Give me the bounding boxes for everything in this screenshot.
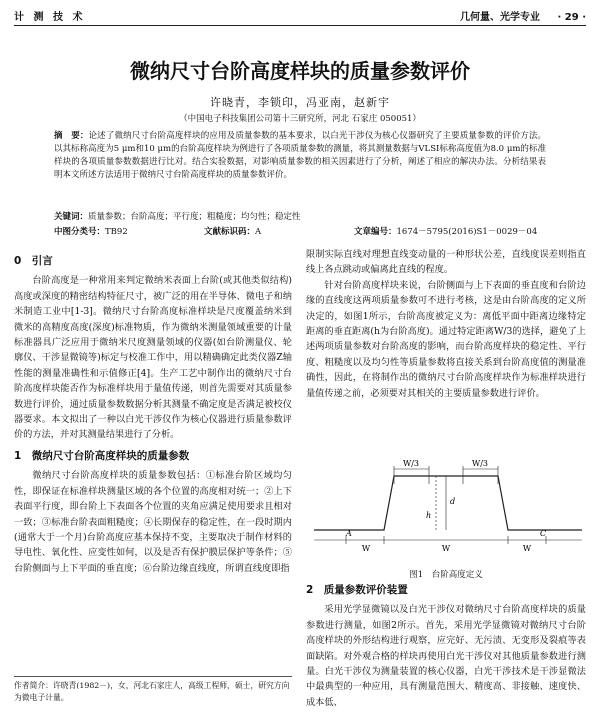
header-rule [14,25,586,26]
abstract-text: 论述了微纳尺寸台阶高度样块的应用及质量参数的基本要求，以白光干涉仪为核心仪器研究了主要质量参数的评价方法。以其标称高度为5 μm和10 μm的台阶高度样块为例进行了各项质量参数的测量，将其测量数据与VLSI标称高度值为8.0 μm的标准样块的各项质量参数数据进行比对。结合实验数据，对影响质量参数的相关因素进行了分析，阐述了相应的解决办法。分析结果表明本文所述方法适用于微纳尺寸台阶高度样块的质量参数评价。 [54,131,546,180]
section-title: 几何量、光学专业 [460,12,541,23]
left-column [14,254,292,576]
clc-value: TB92 [105,227,128,237]
section-2-heading: 2 质量参数评价装置 [306,584,408,596]
step-profile [314,476,582,530]
article-value: 1674－5795(2016)S1－0029－04 [396,227,538,237]
keywords-label: 关键词： [54,212,89,222]
footnote: 作者简介：许晓青(1982－)，女，河北石家庄人，高级工程师，硕士，研究方向为微电子计量。 [14,676,292,704]
section-1-paragraph: 微纳尺寸台阶高度样块的质量参数包括：①标准台阶区域均匀性，即保证在标准样块测量区域的各个位置的高度相对统一；②上下表面平行度，即台阶上下表面各个位置的夹角应满足使用要求且相对一致；③标准台阶表面粗糙度；④长期保存的稳定性，在一段时期内(通常大于一个月)台阶高度应基本保持不变，主要取决于制作材料的导电性、氧化性、应变性如何，以及是否有保护膜层保护等条件；⑤台阶侧面与上下平面的垂直度；⑥台阶边缘直线度，所谓直线度即指 [14,470,292,574]
doc-value: A [255,227,262,237]
keywords [54,210,546,222]
journal-name: 计 测 技 术 [14,12,86,23]
label-w3-right: W/3 [471,459,489,468]
article-label: 文章编号： [354,227,397,237]
label-w-left: W [361,544,371,553]
right-column-lower [306,583,586,710]
authors: 许晓青，李锁印，冯亚南，赵新宇 [210,96,390,109]
right-paragraph-continued: 限制实际直线对理想直线变动量的一种形状公差，直线度误差则指直线上各点跳动或偏离此直线的程度。 [306,249,586,276]
right-column [306,247,586,401]
affiliation: （中国电子科技集团公司第十三研究所，河北 石家庄 050051） [179,114,421,124]
section-1-heading: 1 微纳尺寸台阶高度样块的质量参数 [14,449,190,462]
step-height-figure [310,454,586,566]
paper-title: 微纳尺寸台阶高度样块的质量参数评价 [130,59,470,83]
abstract [54,130,546,182]
label-w3-left: W/3 [402,459,420,468]
doc-label: 文献标识码： [204,227,256,237]
figure-caption: 图1 台阶高度定义 [409,570,483,580]
section-2-paragraph: 采用光学显微镜以及白光干涉仪对微纳尺寸台阶高度样块的质量参数进行测量，如图2所示。首先，采用光学显微镜对微纳尺寸台阶高度样块的外形结构进行观察，应完好、无污渍、无变形及裂痕等表面缺陷。对外观合格的样块再使用白光干涉仪对其他质量参数进行测量。白光干涉仪为测量装置的核心仪器，白光干涉技术是干涉显微法中最典型的一种应用，具有测量范围大、精度高、非接触、速度快、成本低、 [306,604,586,708]
keywords-text: 质量参数；台阶高度；平行度；粗糙度；均匀性；稳定性 [88,212,301,222]
section-0-heading: 0 引言 [14,255,53,267]
label-c: C [540,529,547,538]
page-number: · 29 · [557,12,586,23]
label-w-right: W [522,544,532,553]
label-h: h [426,511,432,520]
abstract-label: 摘 要： [54,131,89,141]
label-d: d [450,497,456,506]
label-w-middle: W [441,544,451,553]
intro-paragraph: 台阶高度是一种常用来判定微纳米表面上台阶(或其他类似结构)高度或深度的精密结构特征尺寸，被广泛的用在半导体、微电子和纳米制造工业中[1-3]。微纳尺寸台阶高度标准样块是尺度覆盖纳米到微米的高精度高度(深度)标准物质，作为微纳米测量领域重要的计量标准器具广泛应用于微纳米尺度测量领域的仪器(如台阶测量仪、轮廓仪、干涉显微镜等)标定与校准工作中，用以精确确定此类仪器Z轴性能的测量准确性和示值修正[4]。生产工艺中制作出的微纳尺寸台阶高度样块能否作为标准样块用于量值传递，则首先需要对其质量参数进行评价，通过质量参数数据分析其测量不确定度是否满足被校仪器要求。本文拟出了一种以白光干涉仪作为核心仪器进行质量参数评价的方法，并对其测量结果进行了分析。 [14,275,292,441]
label-a: A [346,529,352,538]
clc-label: 中图分类号： [54,227,106,237]
right-paragraph-1: 针对台阶高度样块来说，台阶侧面与上下表面的垂直度和台阶边缘的直线度这两项质量参数可不进行考核，这是由台阶高度的定义所决定的，如图1所示，台阶高度被定义为：离低平面中距离边缘特定距离的垂直距离(h为台阶高度)。通过特定距离W/3的选择，避免了上述两项质量参数对台阶高度的影响，而台阶高度样块的稳定性、平行度、粗糙度以及均匀性等质量参数将直接关系到台阶高度值的测量准确性，因此，在将制作出的微纳尺寸台阶高度样块作为标准样块进行量值传递之前，必须要对其相关的主要质量参数进行评价。 [306,279,586,399]
